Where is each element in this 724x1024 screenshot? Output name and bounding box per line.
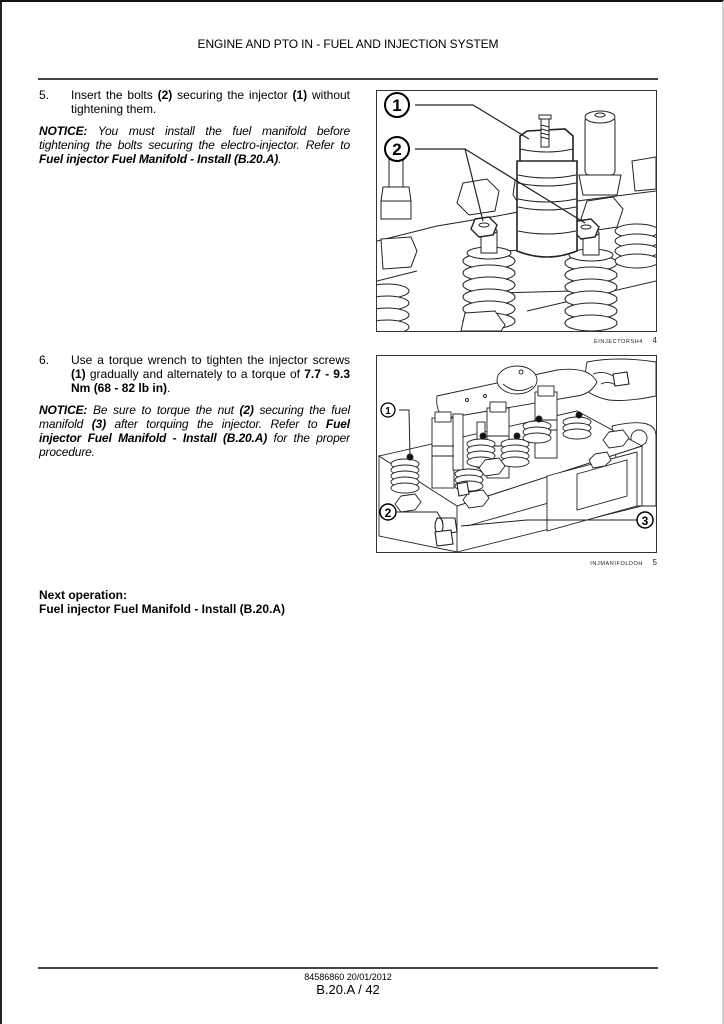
step-number: 6. (39, 353, 50, 367)
torque-value-nm: 7.7 - 9.3 Nm (71, 367, 350, 395)
cross-reference-link[interactable]: Fuel injector Fuel Manifold - Install (B.20.A) (39, 417, 350, 445)
torque-value-lbin: (68 - 82 lb in) (93, 381, 168, 395)
figure-code: EINJECTORSH4 (594, 339, 643, 345)
next-operation (39, 588, 285, 616)
figure-manifold (376, 355, 657, 553)
figure-code: INJMANIFOLDOH (590, 561, 643, 567)
callout-3 (637, 512, 653, 528)
manifold-illustration (377, 356, 656, 552)
figure-caption-5 (376, 558, 657, 567)
ref-injector: (1) (292, 88, 308, 102)
svg-text:2: 2 (384, 506, 392, 520)
footer-doc-info: 84586860 20/01/2012 (304, 972, 392, 982)
figure-number: 4 (652, 336, 657, 345)
notice-step-6: NOTICE: Be sure to torque the nut (2) securing the fuel manifold (3) after torquing the injector. Refer to Fuel injector Fuel Manifold - Install (B.20.A) for the proper procedure. (39, 403, 350, 459)
step-text: Use a torque wrench to tighten the injector screws (1) gradually and alternately to a torque of 7.7 - 9.3 Nm (68 - 82 lb in). (71, 353, 350, 395)
step-5 (39, 88, 350, 116)
callout-1 (381, 403, 395, 417)
figure-injector (376, 90, 657, 332)
next-operation-label: Next operation: (39, 588, 128, 602)
footer-divider (38, 967, 658, 969)
step-number: 5. (39, 88, 50, 102)
callout-1 (385, 93, 409, 117)
svg-text:1: 1 (392, 96, 402, 115)
figure-number: 5 (652, 558, 657, 567)
step-text: Insert the bolts (2) securing the injector (1) without tightening them. (71, 88, 351, 116)
callout-2 (385, 137, 409, 161)
injector-illustration (377, 91, 656, 331)
step-6 (39, 353, 350, 395)
header-divider (38, 78, 658, 80)
page-title: ENGINE AND PTO IN - FUEL AND INJECTION SYSTEM (197, 37, 499, 51)
notice-step-5: NOTICE: You must install the fuel manifold before tightening the bolts securing the electro-injector. Refer to Fuel injector Fuel Manifold - Install (B.20.A). (39, 124, 350, 166)
notice-label: NOTICE: (39, 124, 88, 138)
svg-text:3: 3 (641, 514, 649, 528)
figure-caption-4 (376, 336, 657, 345)
ref-screws: (1) (71, 367, 86, 381)
footer-page-number: B.20.A / 42 (316, 982, 380, 997)
svg-text:1: 1 (385, 406, 391, 417)
callout-2 (380, 504, 396, 520)
cross-reference-link[interactable]: Fuel injector Fuel Manifold - Install (B.20.A) (39, 152, 279, 166)
next-operation-link[interactable]: Fuel injector Fuel Manifold - Install (B.20.A) (39, 602, 286, 616)
notice-label: NOTICE: (39, 403, 88, 417)
ref-bolts: (2) (157, 88, 173, 102)
svg-text:2: 2 (392, 140, 402, 159)
